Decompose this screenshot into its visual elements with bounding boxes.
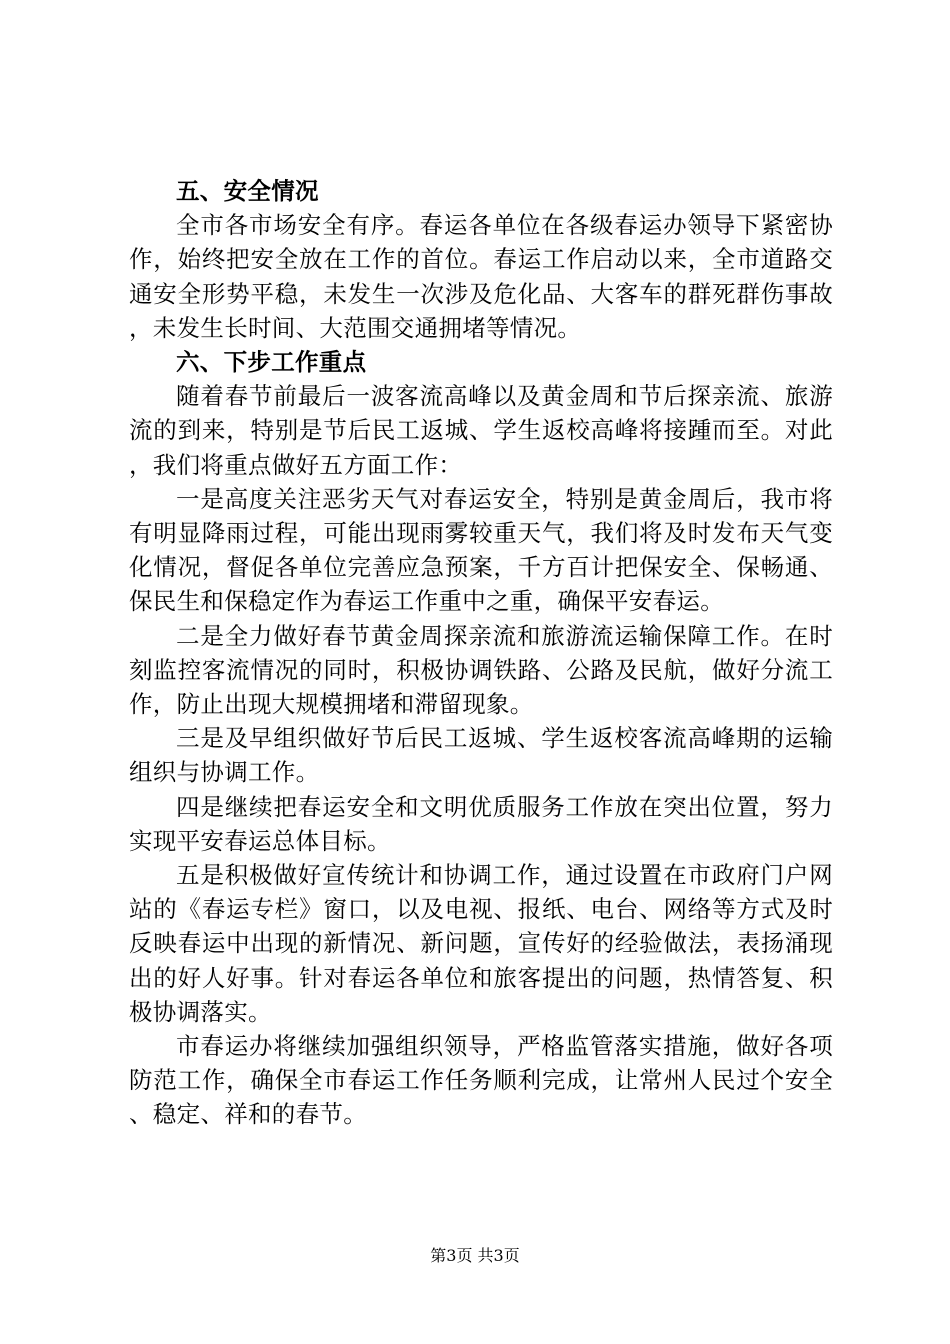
paragraph-next-steps-intro: 随着春节前最后一波客流高峰以及黄金周和节后探亲流、旅游流的到来，特别是节后民工返城、学生返校高峰将接踵而至。对此，我们将重点做好五方面工作： [129,382,833,479]
paragraph-task-three: 三是及早组织做好节后民工返城、学生返校客流高峰期的运输组织与协调工作。 [129,724,833,787]
section-heading-safety: 五、安全情况 [176,177,319,205]
page-number: 第3页 共3页 [430,1246,520,1265]
page-footer [0,1245,950,1267]
paragraph-task-four: 四是继续把春运安全和文明优质服务工作放在突出位置，努力实现平安春运总体目标。 [129,792,833,855]
paragraph-safety-summary: 全市各市场安全有序。春运各单位在各级春运办领导下紧密协作，始终把安全放在工作的首位。春运工作启动以来，全市道路交通安全形势平稳，未发生一次涉及危化品、大客车的群死群伤事故，未发生长时间、大范围交通拥堵等情况。 [129,211,833,342]
paragraph-conclusion: 市春运办将继续加强组织领导，严格监管落实措施，做好各项防范工作，确保全市春运工作任务顺利完成，让常州人民过个安全、稳定、祥和的春节。 [129,1032,833,1129]
paragraph-task-one: 一是高度关注恶劣天气对春运安全，特别是黄金周后，我市将有明显降雨过程，可能出现雨雾较重天气，我们将及时发布天气变化情况，督促各单位完善应急预案，千方百计把保安全、保畅通、保民生和保稳定作为春运工作重中之重，确保平安春运。 [129,484,833,616]
paragraph-task-two: 二是全力做好春节黄金周探亲流和旅游流运输保障工作。在时刻监控客流情况的同时，积极协调铁路、公路及民航，做好分流工作，防止出现大规模拥堵和滞留现象。 [129,621,833,719]
document-body [129,174,833,1132]
paragraph-task-five: 五是积极做好宣传统计和协调工作，通过设置在市政府门户网站的《春运专栏》窗口，以及电视、报纸、电台、网络等方式及时反映春运中出现的新情况、新问题，宣传好的经验做法，表扬涌现出的好人好事。针对春运各单位和旅客提出的问题，热情答复、积极协调落实。 [129,861,833,1026]
section-heading-next-steps: 六、下步工作重点 [176,348,367,377]
